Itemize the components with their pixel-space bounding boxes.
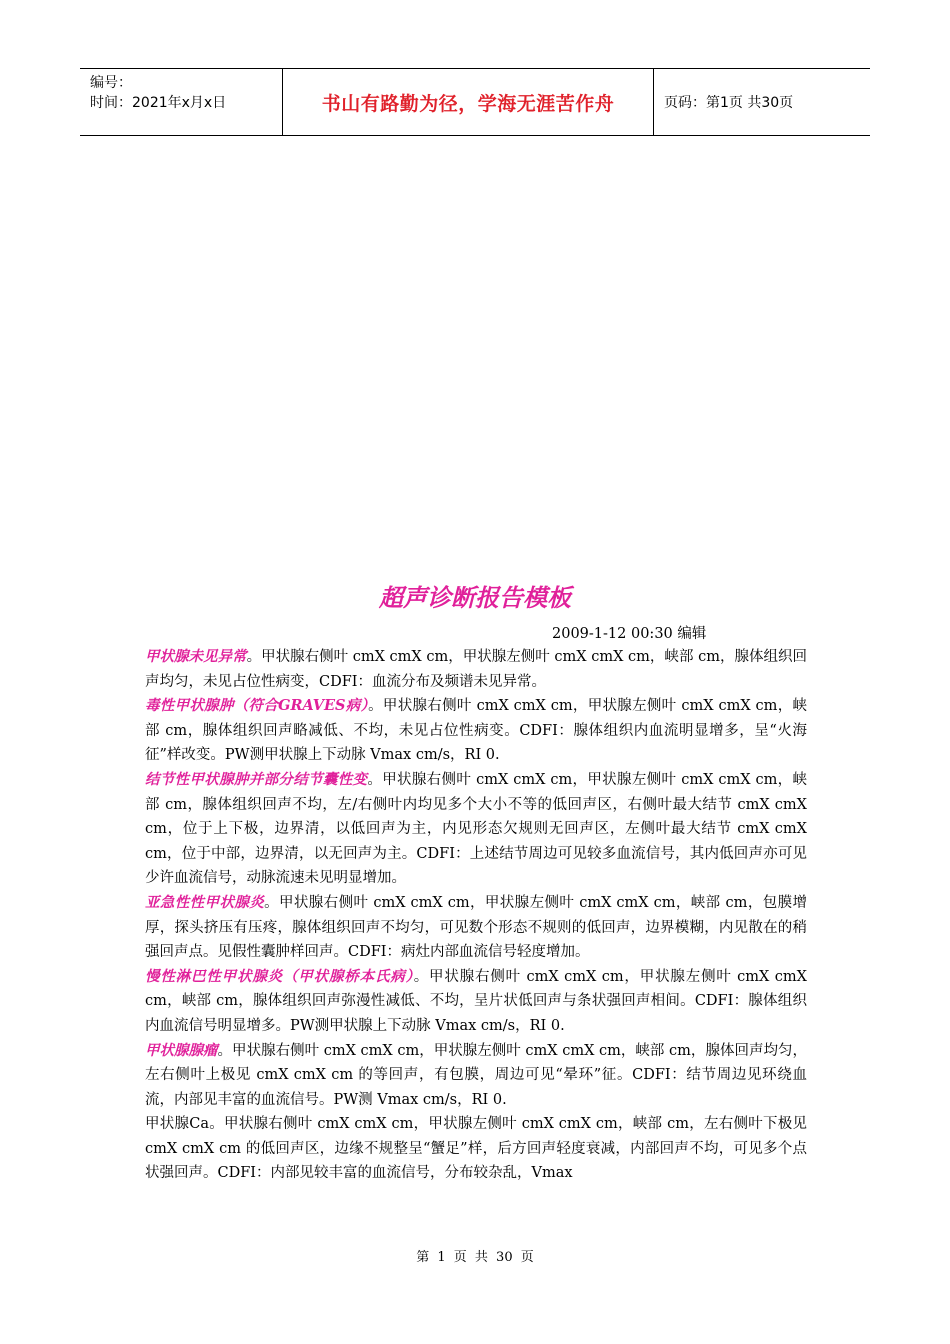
header-meta (80, 69, 282, 135)
section-paragraph (145, 1039, 807, 1113)
section-text: 。甲状腺右侧叶 cmX cmX cm，甲状腺左侧叶 cmX cmX cm，峡部 cm，腺体组织回声弥漫性减低、不均，呈片状低回声与条状强回声相间。CDFI：腺体组织内血流信号明显增多。PW测甲状腺上下动脉 Vmax cm/s，RI 0. (145, 968, 808, 1034)
section-heading: 亚急性性甲状腺炎 (145, 893, 265, 911)
document-number: 编号： (90, 75, 132, 91)
section-text: 。甲状腺右侧叶 cmX cmX cm，甲状腺左侧叶 cmX cmX cm，峡部 cm，腺体组织回声均匀，未见占位性病变，CDFI：血流分布及频谱未见异常。 (145, 649, 807, 690)
document-title: 超声诊断报告模板 (379, 583, 571, 612)
section-heading: 慢性淋巴性甲状腺炎（甲状腺桥本氏病） (145, 967, 414, 985)
section-heading: 结节性甲状腺肿并部分结节囊性变 (145, 770, 368, 788)
section-paragraph (145, 891, 807, 965)
document-body (145, 645, 807, 1186)
section-text: 。甲状腺右侧叶 cmX cmX cm，甲状腺左侧叶 cmX cmX cm，峡部 cm，腺体回声均匀，左右侧叶上极见 cmX cmX cm 的等回声，有包膜，周边可见“晕环”征。CDFI：结节周边见环绕血流，内部见丰富的血流信号。PW测 Vmax cm/s，RI 0. (145, 1042, 807, 1108)
document-date: 时间：2021年x月x日 (90, 95, 227, 111)
header-page-cell (654, 69, 870, 135)
section-paragraph (145, 965, 807, 1039)
header-table (80, 68, 870, 136)
section-text: 。甲状腺右侧叶 cmX cmX cm，甲状腺左侧叶 cmX cmX cm，峡部 cm，包膜增厚，探头挤压有压疼，腺体组织回声不均匀，可见数个形态不规则的低回声，边界模糊，内见散在的稍强回声点。见假性囊肿样回声。CDFI：病灶内部血流信号轻度增加。 (145, 894, 807, 961)
header-page-number: 页码：第1页 共30页 (664, 95, 794, 111)
header-motto-cell (282, 69, 654, 135)
section-paragraph (145, 645, 807, 694)
section-text: 。甲状腺右侧叶 cmX cmX cm，甲状腺左侧叶 cmX cmX cm，峡部 cm，腺体组织回声不均，左/右侧叶内均见多个大小不等的低回声区，右侧叶最大结节 cmX cmX cm，位于上下极，边界清，以低回声为主，内见形态欠规则无回声区，左侧叶最大结节 cmX cmX cm，位于中部，边界清，以无回声为主。CDFI：上述结节周边可见较多血流信号，其内低回声亦可见少许血流信号，动脉流速未见明显增加。 (145, 771, 808, 887)
section-heading: 甲状腺未见异常 (145, 648, 247, 665)
section-text: 。甲状腺右侧叶 cmX cmX cm，甲状腺左侧叶 cmX cmX cm，峡部 cm，腺体组织回声略减低、不均，未见占位性病变。CDFI：腺体组织内血流明显增多，呈“火海征”样改变。PW测甲状腺上下动脉 Vmax cm/s，RI 0. (145, 698, 807, 764)
section-heading: 甲状腺腺瘤 (145, 1041, 218, 1059)
header-motto: 书山有路勤为径，学海无涯苦作舟 (321, 92, 615, 115)
section-paragraph (145, 694, 807, 768)
section-heading: 毒性甲状腺肿（符合GRAVES病） (145, 697, 369, 715)
section-paragraph (145, 768, 807, 891)
section-text: 甲状腺Ca。甲状腺右侧叶 cmX cmX cm，甲状腺左侧叶 cmX cmX cm，峡部 cm，左右侧叶下极见 cmX cmX cm 的低回声区，边缘不规整呈“蟹足”样，后方回声轻度衰减，内部回声不均，可见多个点状强回声。CDFI：内部见较丰富的血流信号，分布较杂乱，Vmax (145, 1116, 808, 1182)
page-footer: 第 1 页 共 30 页 (416, 1250, 534, 1265)
section-paragraph (145, 1112, 807, 1186)
edit-timestamp: 2009-1-12 00:30 编辑 (552, 626, 707, 642)
